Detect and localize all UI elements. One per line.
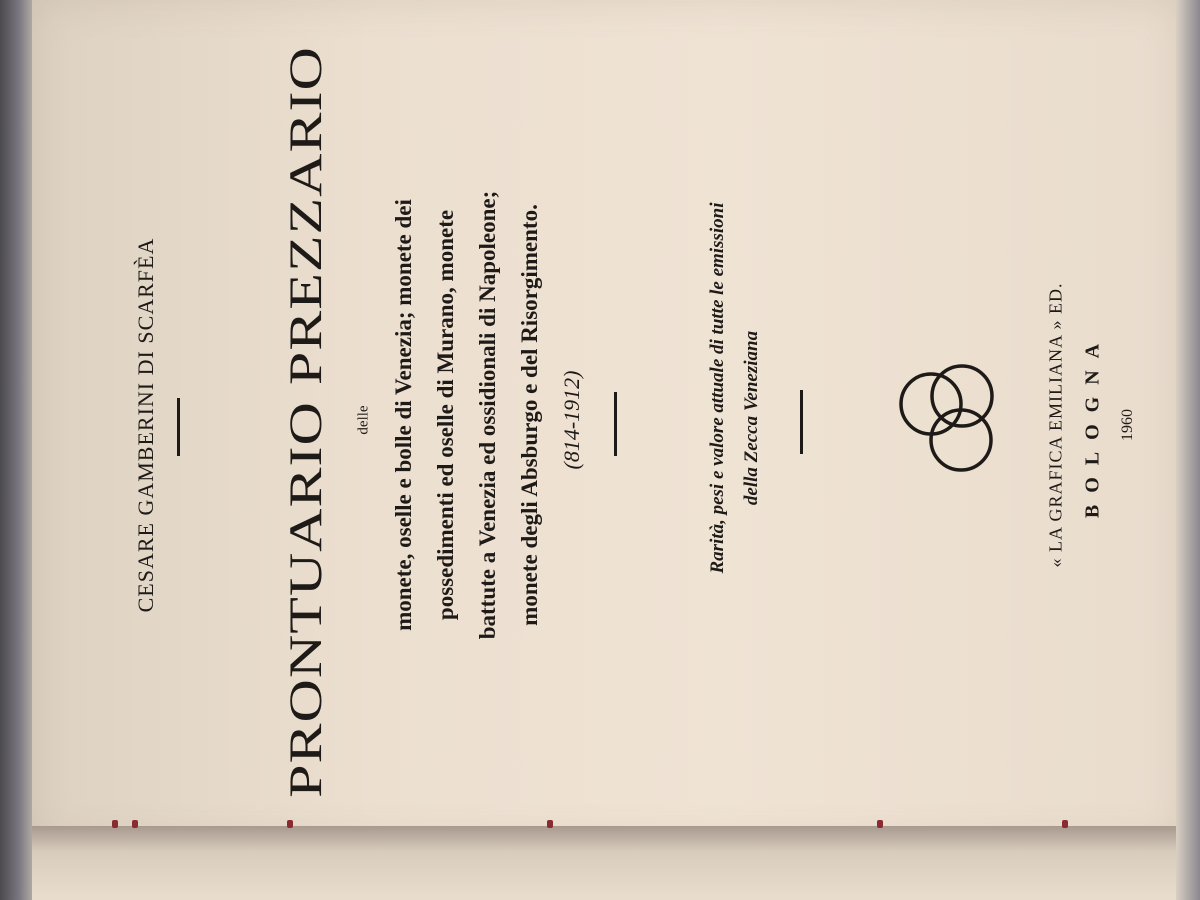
description-line-4: monete degli Absburgo e del Risorgimento. — [517, 204, 542, 626]
description-line-3: battute a Venezia ed ossidionali di Napoleone; — [475, 190, 500, 640]
section-rule-2 — [800, 390, 803, 454]
publisher-name: « LA GRAFICA EMILIANA » ED. — [1045, 282, 1066, 568]
page-edge-right — [1176, 0, 1200, 900]
subtitle-line-1: Rarità, pesi e valore attuale di tutte le emissioni — [707, 202, 728, 574]
binding-stitching — [32, 820, 1182, 830]
publisher-city: BOLOGNA — [1081, 331, 1104, 519]
three-interlocking-rings-icon — [895, 358, 1001, 478]
description-line-1: monete, oselle e bolle di Venezia; monete dei — [391, 199, 416, 631]
date-range: (814-1912) — [559, 370, 584, 470]
subtitle-line-2: della Zecca Veneziana — [741, 330, 762, 506]
section-rule-1 — [614, 392, 617, 456]
book-cover-edge — [0, 0, 34, 900]
connector-word: delle — [355, 405, 372, 435]
author-rule — [177, 398, 180, 456]
description-line-2: possedimenti ed oselle di Murano, monete — [433, 209, 458, 621]
title-page — [32, 0, 1182, 842]
book-title: PRONTUARIO PREZZARIO — [279, 46, 332, 798]
author-name: CESARE GAMBERINI DI SCARFÈA — [133, 237, 158, 613]
facing-page-edge — [32, 826, 1182, 900]
publication-year: 1960 — [1119, 409, 1136, 441]
